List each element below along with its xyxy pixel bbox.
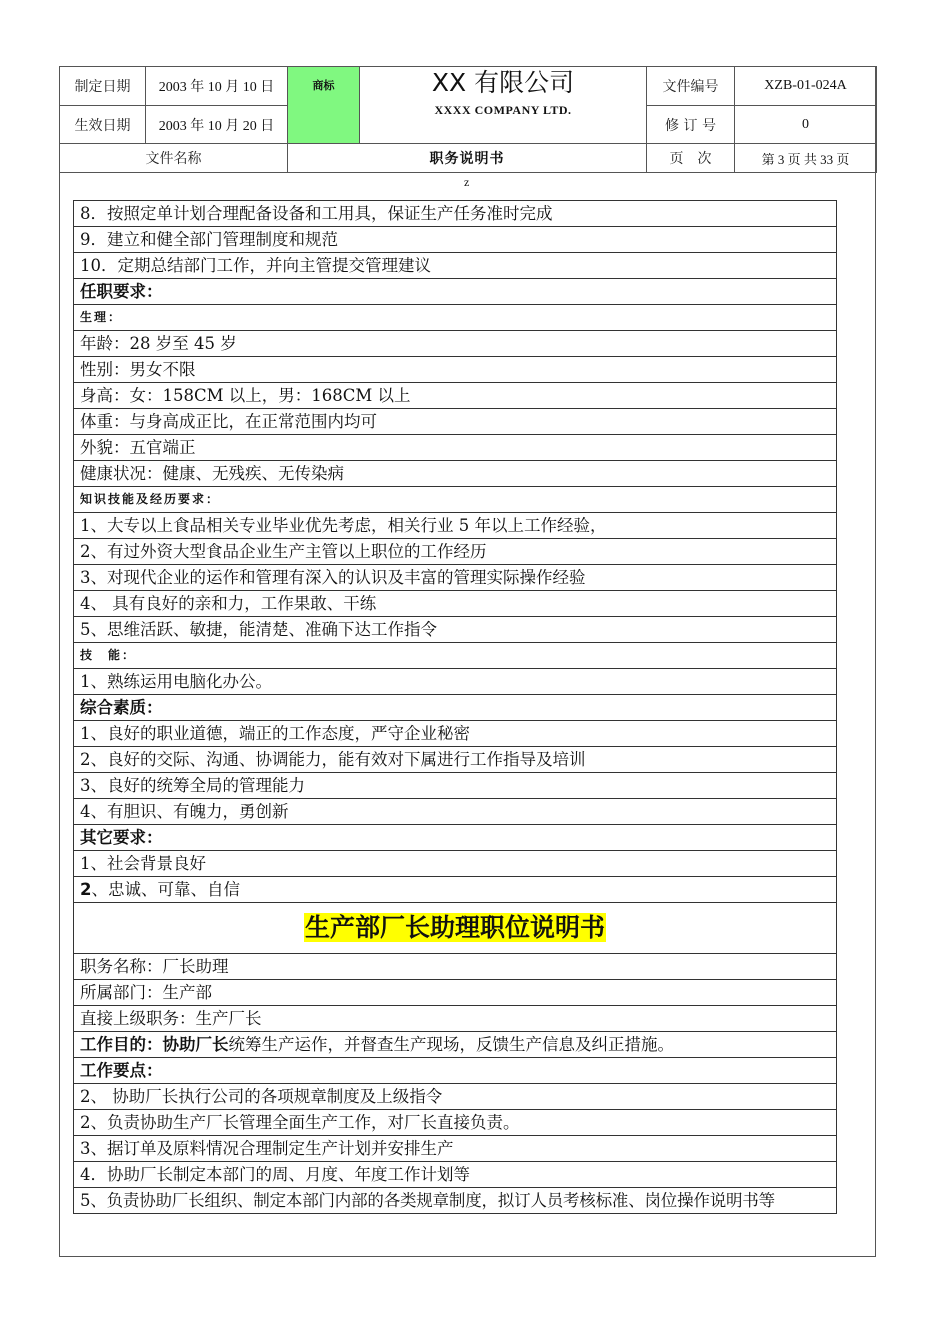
list-item [73,357,837,383]
row-text: 4．协助厂长制定本部门的周、月度、年度工作计划等 [80,1165,470,1184]
revision-label: 修 订 号 [647,106,735,144]
row-text: 10．定期总结部门工作，并向主管提交管理建议 [80,256,431,275]
row-text: 综合素质： [80,698,163,717]
list-item [73,851,837,877]
row-text: 直接上级职务：生产厂长 [80,1009,262,1028]
document-header-table [59,66,877,173]
section-heading [73,1058,837,1084]
row-text: 任职要求： [80,282,163,301]
section-heading [73,487,837,513]
row-text: 年龄：28 岁至 45 岁 [80,334,237,353]
list-item [73,565,837,591]
list-item [73,799,837,825]
logo-label: 商标 [312,79,335,92]
row-text: 身高：女：158CM 以上，男：168CM 以上 [80,386,411,405]
company-english-name: XXXX COMPANY LTD. [434,103,572,117]
section-heading [73,695,837,721]
row-text: 3、据订单及原料情况合理制定生产计划并安排生产 [80,1139,454,1158]
list-item [73,747,837,773]
row-text: 4、有胆识、有魄力，勇创新 [80,802,289,821]
page-label: 页 次 [647,144,735,173]
section-heading [73,279,837,305]
list-item [73,201,837,227]
row-text: 技 能： [80,648,137,662]
file-name-label: 文件名称 [60,144,288,173]
row-text: 5、思维活跃、敏捷，能清楚、准确下达工作指令 [80,620,437,639]
established-date-value: 2003 年 10 月 10 日 [146,67,288,106]
row-text: 4、 具有良好的亲和力，工作果敢、干练 [80,594,377,613]
list-item [73,721,837,747]
list-item [73,539,837,565]
row-text: 其它要求： [80,828,163,847]
row-text: 1、熟练运用电脑化办公。 [80,672,272,691]
row-text: 生理： [80,310,123,324]
bold-prefix: 工作目的：协助厂长 [80,1035,229,1054]
section-heading [73,825,837,851]
row-text: 职务名称：厂长助理 [80,957,229,976]
list-item [73,1136,837,1162]
list-item [73,253,837,279]
section-heading [73,643,837,669]
row-text: 所属部门：生产部 [80,983,212,1002]
section-title [73,903,837,954]
established-date-label: 制定日期 [60,67,146,106]
row-text: 3、良好的统筹全局的管理能力 [80,776,305,795]
list-item [73,591,837,617]
row-text: 2、负责协助生产厂长管理全面生产工作，对厂长直接负责。 [80,1113,520,1132]
section-heading [73,305,837,331]
list-item [73,669,837,695]
row-text: 3、对现代企业的运作和管理有深入的认识及丰富的管理实际操作经验 [80,568,586,587]
bold-prefix: 2 [80,880,92,899]
list-item [73,331,837,357]
list-item [73,461,837,487]
file-number-value: XZB-01-024A [735,67,877,106]
row-text: 、忠诚、可靠、自信 [91,880,240,899]
effective-date-label: 生效日期 [60,106,146,144]
list-item [73,409,837,435]
row-text: 5、负责协助厂长组织、制定本部门内部的各类规章制度，拟订人员考核标准、岗位操作说明书等 [80,1191,775,1210]
page-value: 第 3 页 共 33 页 [735,144,877,173]
row-text: 1、社会背景良好 [80,854,206,873]
row-text: 知识技能及经历要求： [80,492,221,506]
list-item [73,435,837,461]
row-text: 2、有过外资大型食品企业生产主管以上职位的工作经历 [80,542,487,561]
row-text: 健康状况：健康、无残疾、无传染病 [80,464,344,483]
list-item [73,1032,837,1058]
document-title: 职务说明书 [288,144,647,173]
list-item [73,954,837,980]
list-item [73,1188,837,1214]
job-description-list [73,200,837,1214]
company-cell [360,67,647,144]
row-text: 性别：男女不限 [80,360,196,379]
row-text: 外貌：五官端正 [80,438,196,457]
list-item [73,877,837,903]
list-item [73,980,837,1006]
list-item [73,513,837,539]
section-title-text: 生产部厂长助理职位说明书 [304,913,605,942]
revision-value: 0 [735,106,877,144]
row-text: 2、良好的交际、沟通、协调能力，能有效对下属进行工作指导及培训 [80,750,586,769]
list-item [73,1162,837,1188]
list-item [73,227,837,253]
list-item [73,1110,837,1136]
company-name: XX 有限公司 [431,68,575,97]
list-item [73,773,837,799]
list-item [73,383,837,409]
row-text: 1、大专以上食品相关专业毕业优先考虑，相关行业 5 年以上工作经验， [80,516,607,535]
page-marker: z [464,175,470,189]
logo-box [288,67,360,144]
row-text: 体重：与身高成正比，在正常范围内均可 [80,412,377,431]
file-number-label: 文件编号 [647,67,735,106]
row-text: 2、 协助厂长执行公司的各项规章制度及上级指令 [80,1087,443,1106]
row-text: 1、良好的职业道德，端正的工作态度，严守企业秘密 [80,724,470,743]
list-item [73,1084,837,1110]
row-text: 8．按照定单计划合理配备设备和工用具，保证生产任务准时完成 [80,204,553,223]
row-text: 统筹生产运作，并督查生产现场，反馈生产信息及纠正措施。 [228,1035,674,1054]
list-item [73,1006,837,1032]
row-text: 工作要点： [80,1061,163,1080]
row-text: 9．建立和健全部门管理制度和规范 [80,230,338,249]
effective-date-value: 2003 年 10 月 20 日 [146,106,288,144]
list-item [73,617,837,643]
